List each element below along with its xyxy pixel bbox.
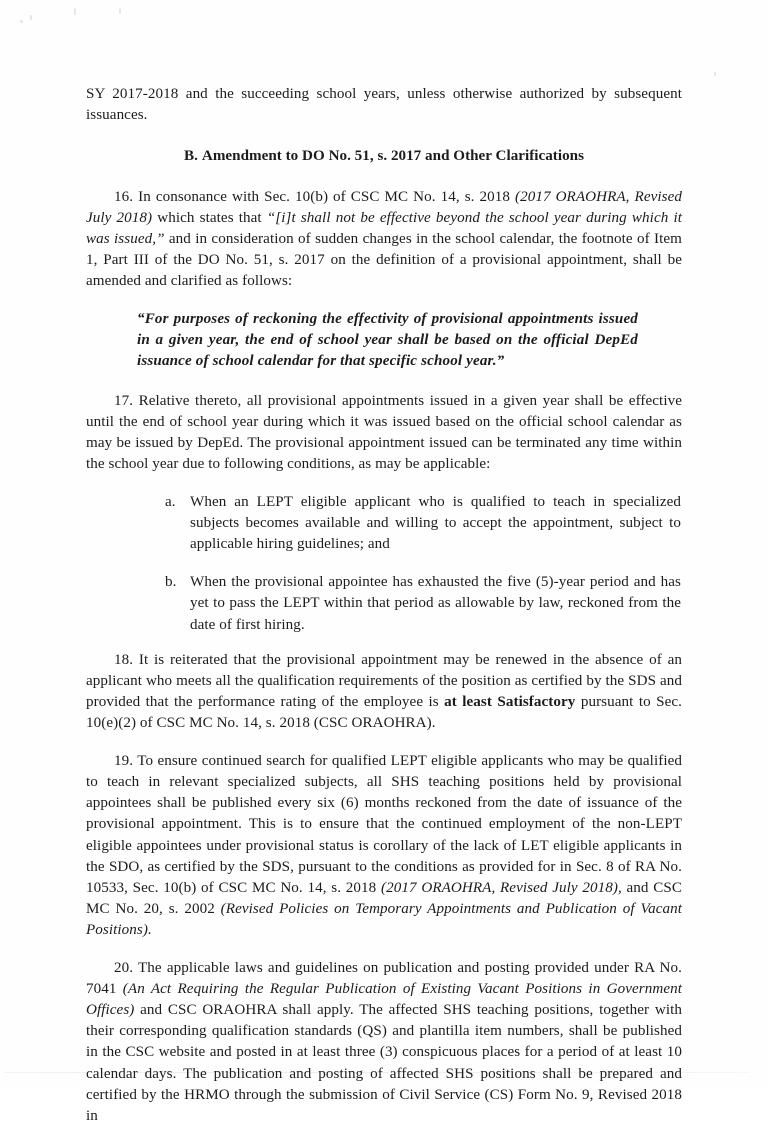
- item-20-text-part-2: and CSC ORAOHRA shall apply. The affected SHS teaching positions, together with their corresponding qualification standards (QS) and plantilla item numbers, shall be published in the CSC website and posted in at least three (3) conspicuous places for a period of at least 10 calendar days. The publication and posting of affected SHS positions shall be prepared and certified by the HRMO through the submission of Civil Service (CS) Form No. 9, Revised 2018 in: [86, 1001, 682, 1124]
- item-18-emphasis-satisfactory: at least Satisfactory: [444, 694, 576, 711]
- scan-artifact-speck: [714, 72, 716, 76]
- section-heading-letter: B.: [183, 148, 198, 165]
- item-19-text-part-1: 19. To ensure continued search for qualified LEPT eligible applicants who may be qualified to teach in relevant specialized subjects, all SHS teaching positions held by provisional appointees shall be published every six (6) months reckoned from the date of issuance of the provisional appointment. This is to ensure that the continued employment of the non-LEPT eligible appointees under provisional status is corollary of the lack of LET eligible applicants in the SDO, as certified by the SDS, pursuant to the conditions as provided for in Sec. 8 of RA No. 10533, Sec. 10(b) of CSC MC No. 14, s. 2018: [86, 752, 682, 896]
- section-heading-b: [86, 146, 682, 167]
- item-18-text-part-2: pursuant to Sec. 10(e)(2) of CSC MC No. 14, s. 2018 (CSC ORAOHRA).: [86, 694, 682, 732]
- paragraph-item-20: [86, 958, 682, 1127]
- list-item-label: When the provisional appointee has exhausted the five (5)-year period and has yet to pass the LEPT within that period as allowable by law, reckoned from the date of first hiring.: [190, 574, 681, 633]
- item-16-text-part-2: which states that: [152, 209, 267, 226]
- scan-artifact-speck: [30, 15, 32, 20]
- list-item-marker: a.: [165, 493, 176, 510]
- item-16-citation-1: (2017 ORAOHRA, Revised July 2018): [86, 188, 682, 226]
- item-18-text-part-1: 18. It is reiterated that the provisional appointment may be renewed in the absence of an applicant who meets all the qualification requirements of the position as certified by the SDS and provided that the performance rating of the employee is: [86, 651, 682, 711]
- item-20-text-part-1: 20. The applicable laws and guidelines on publication and posting provided under RA No. 7041: [86, 959, 682, 997]
- scan-artifact-speck: [119, 8, 121, 14]
- list-item: [86, 492, 682, 556]
- item-16-text-part-3: and in consideration of sudden changes in the school calendar, the footnote of Item 1, Part III of the DO No. 51, s. 2017 on the definition of a provisional appointment, shall be amended and clarified as follows:: [86, 231, 682, 290]
- amended-footnote-blockquote: “For purposes of reckoning the effectivity of provisional appointments issued in a given year, the end of school year shall be based on the official DepEd issuance of school calendar for that specific school year.”: [137, 310, 638, 370]
- item-19-citation-2: (Revised Policies on Temporary Appointments and Publication of Vacant Positions).: [86, 901, 682, 939]
- paragraph-item-18: [86, 650, 682, 735]
- conditions-list: [86, 492, 682, 636]
- paragraph-item-19: [86, 751, 682, 942]
- paragraph-item-17: 17. Relative thereto, all provisional appointments issued in a given year shall be effective until the end of school year during which it was issued based on the official school calendar as may be issued by DepEd. The provisional appointment issued can be terminated any time within the school year due to following conditions, as may be applicable:: [86, 392, 682, 473]
- paragraph-continued-top: SY 2017-2018 and the succeeding school years, unless otherwise authorized by subsequent issuances.: [86, 86, 682, 124]
- document-text-column: [86, 84, 682, 1127]
- scan-artifact-speck: [74, 8, 76, 15]
- item-19-citation-1: (2017 ORAOHRA, Revised July 2018): [381, 879, 618, 896]
- list-item: [86, 572, 682, 636]
- list-item-label: When an LEPT eligible applicant who is qualified to teach in specialized subjects becomes available and willing to accept the appointment, subject to applicable hiring guidelines; and: [190, 493, 681, 553]
- section-heading-text: Amendment to DO No. 51, s. 2017 and Other Clarifications: [201, 148, 584, 165]
- item-19-text-part-2: , and CSC MC No. 20, s. 2002: [86, 879, 683, 918]
- item-16-text-part-1: 16. In consonance with Sec. 10(b) of CSC MC No. 14, s. 2018: [114, 188, 515, 205]
- paragraph-item-16: [86, 187, 682, 293]
- item-16-quoted-clause: “[i]t shall not be effective beyond the school year during which it was issued,”: [86, 209, 682, 248]
- item-20-citation-1: (An Act Requiring the Regular Publication of Existing Vacant Positions in Government Offices): [86, 980, 682, 1018]
- scan-artifact-speck: [20, 20, 23, 23]
- list-item-marker: b.: [165, 574, 177, 591]
